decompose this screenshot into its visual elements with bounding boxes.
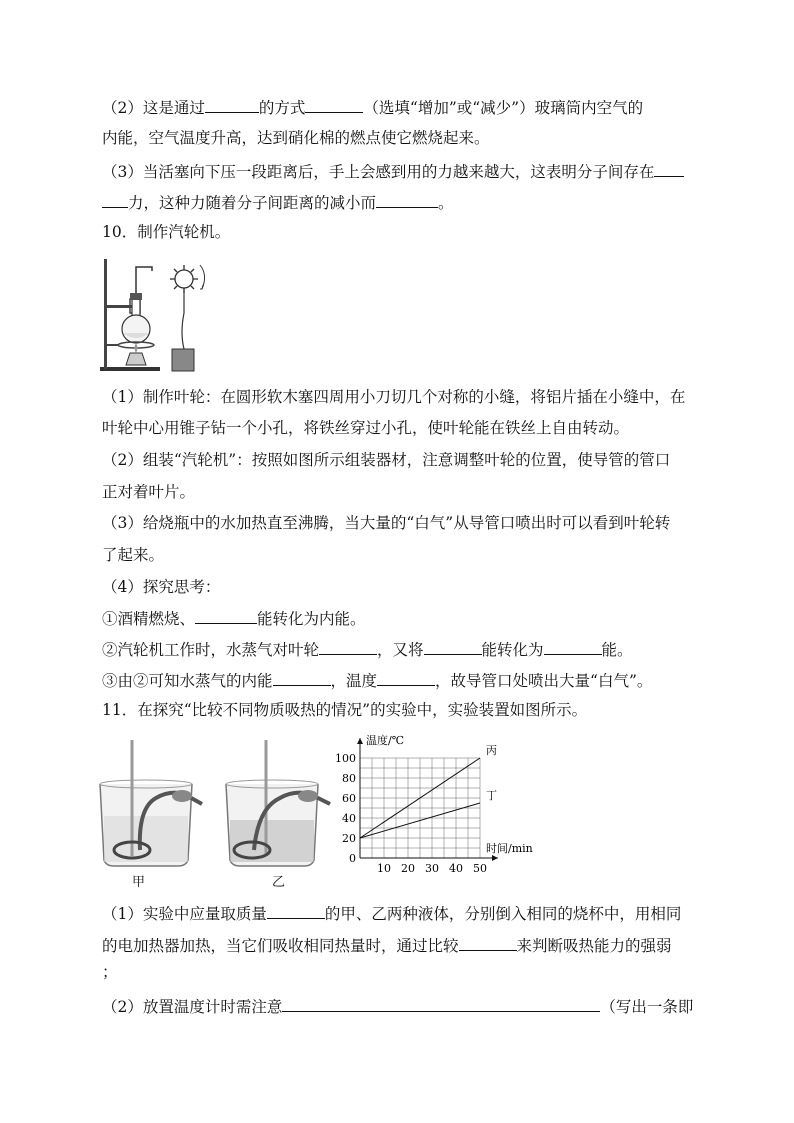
y-axis-label: 温度/℃: [366, 734, 405, 747]
q10-title: 10．制作汽轮机。: [102, 223, 231, 241]
x-tick-label: 30: [425, 862, 439, 875]
x-tick-label: 40: [449, 862, 463, 875]
q9-p2-line2: 内能，空气温度升高，达到硝化棉的燃点使它燃烧起来。: [102, 129, 490, 147]
q10-c3: ③由②可知水蒸气的内能 ，温度 ，故导管口处喷出大量“白气”。: [102, 669, 702, 691]
q9-p3-line2: 力，这种力随着分子间距离的减小而 。: [102, 191, 702, 213]
answer-blank[interactable]: [459, 934, 517, 951]
q10-c2: ②汽轮机工作时，水蒸气对叶轮 ，又将 能转化为 能。: [102, 638, 702, 660]
q11-title: 11．在探究“比较不同物质吸热的情况”的实验中，实验装置如图所示。: [102, 701, 588, 719]
q11-s1-line2: 的电加热器加热，当它们吸收相同热量时，通过比较 来判断吸热能力的强弱: [102, 934, 702, 956]
q11-s1-line3: ；: [102, 963, 118, 981]
x-tick-label: 50: [473, 862, 487, 875]
answer-blank[interactable]: [195, 607, 257, 624]
x-axis-label: 时间/min: [486, 842, 533, 855]
beaker-yi-figure: [218, 738, 338, 870]
y-tick-label: 40: [342, 812, 356, 825]
q10-s4: （4）探究思考：: [102, 578, 221, 596]
q9-p2-line1: （2）这是通过 的方式 （选填“增加”或“减少”）玻璃筒内空气的: [102, 96, 702, 118]
answer-blank[interactable]: [305, 96, 363, 113]
answer-blank[interactable]: [377, 669, 435, 686]
x-axis-arrow: [492, 855, 498, 861]
label-yi: 乙: [272, 875, 286, 890]
answer-blank[interactable]: [424, 638, 482, 655]
series-label-1: 丙: [486, 744, 497, 757]
answer-blank[interactable]: [102, 191, 128, 208]
temperature-time-chart: [332, 730, 552, 880]
x-tick-label: 10: [377, 862, 391, 875]
label-jia: 甲: [132, 875, 146, 890]
answer-blank[interactable]: [654, 160, 684, 177]
q10-s1-line2: 叶轮中心用锥子钻一个小孔，将铁丝穿过小孔，使叶轮能在铁丝上自由转动。: [102, 419, 630, 437]
answer-blank[interactable]: [319, 638, 377, 655]
answer-blank[interactable]: [267, 902, 325, 919]
q10-c1: ①酒精燃烧、 能转化为内能。: [102, 607, 702, 629]
y-axis-arrow: [357, 738, 363, 744]
x-tick-label: 20: [401, 862, 415, 875]
q10-s3-line2: 了起来。: [102, 546, 165, 564]
answer-blank[interactable]: [544, 638, 602, 655]
q11-s2-line1: （2）放置温度计时需注意 （写出一条即: [102, 995, 702, 1017]
q10-s2-line2: 正对着叶片。: [102, 483, 196, 501]
steam-turbine-figure: [96, 253, 214, 377]
y-tick-label: 0: [349, 852, 356, 865]
q10-s1-line1: （1）制作叶轮：在圆形软木塞四周用小刀切几个对称的小缝，将铝片插在小缝中，在: [102, 388, 686, 406]
answer-blank[interactable]: [273, 669, 331, 686]
answer-blank[interactable]: [376, 191, 438, 208]
y-tick-label: 20: [342, 832, 356, 845]
y-tick-label: 100: [335, 752, 356, 765]
q10-s2-line1: （2）组装“汽轮机”：按照如图所示组装器材，注意调整叶轮的位置，使导管的管口: [102, 451, 671, 469]
q10-s3-line1: （3）给烧瓶中的水加热直至沸腾，当大量的“白气”从导管口喷出时可以看到叶轮转: [102, 514, 671, 532]
y-tick-label: 80: [342, 772, 356, 785]
y-tick-label: 60: [342, 792, 356, 805]
beaker-jia-figure: [92, 738, 212, 870]
answer-blank[interactable]: [205, 96, 259, 113]
q9-p3-line1: （3）当活塞向下压一段距离后，手上会感到用的力越来越大，这表明分子间存在: [102, 160, 702, 182]
q11-s1-line1: （1）实验中应量取质量 的甲、乙两种液体，分别倒入相同的烧杯中，用相同: [102, 902, 702, 924]
series-label-2: 丁: [486, 789, 497, 802]
answer-blank[interactable]: [282, 995, 600, 1012]
